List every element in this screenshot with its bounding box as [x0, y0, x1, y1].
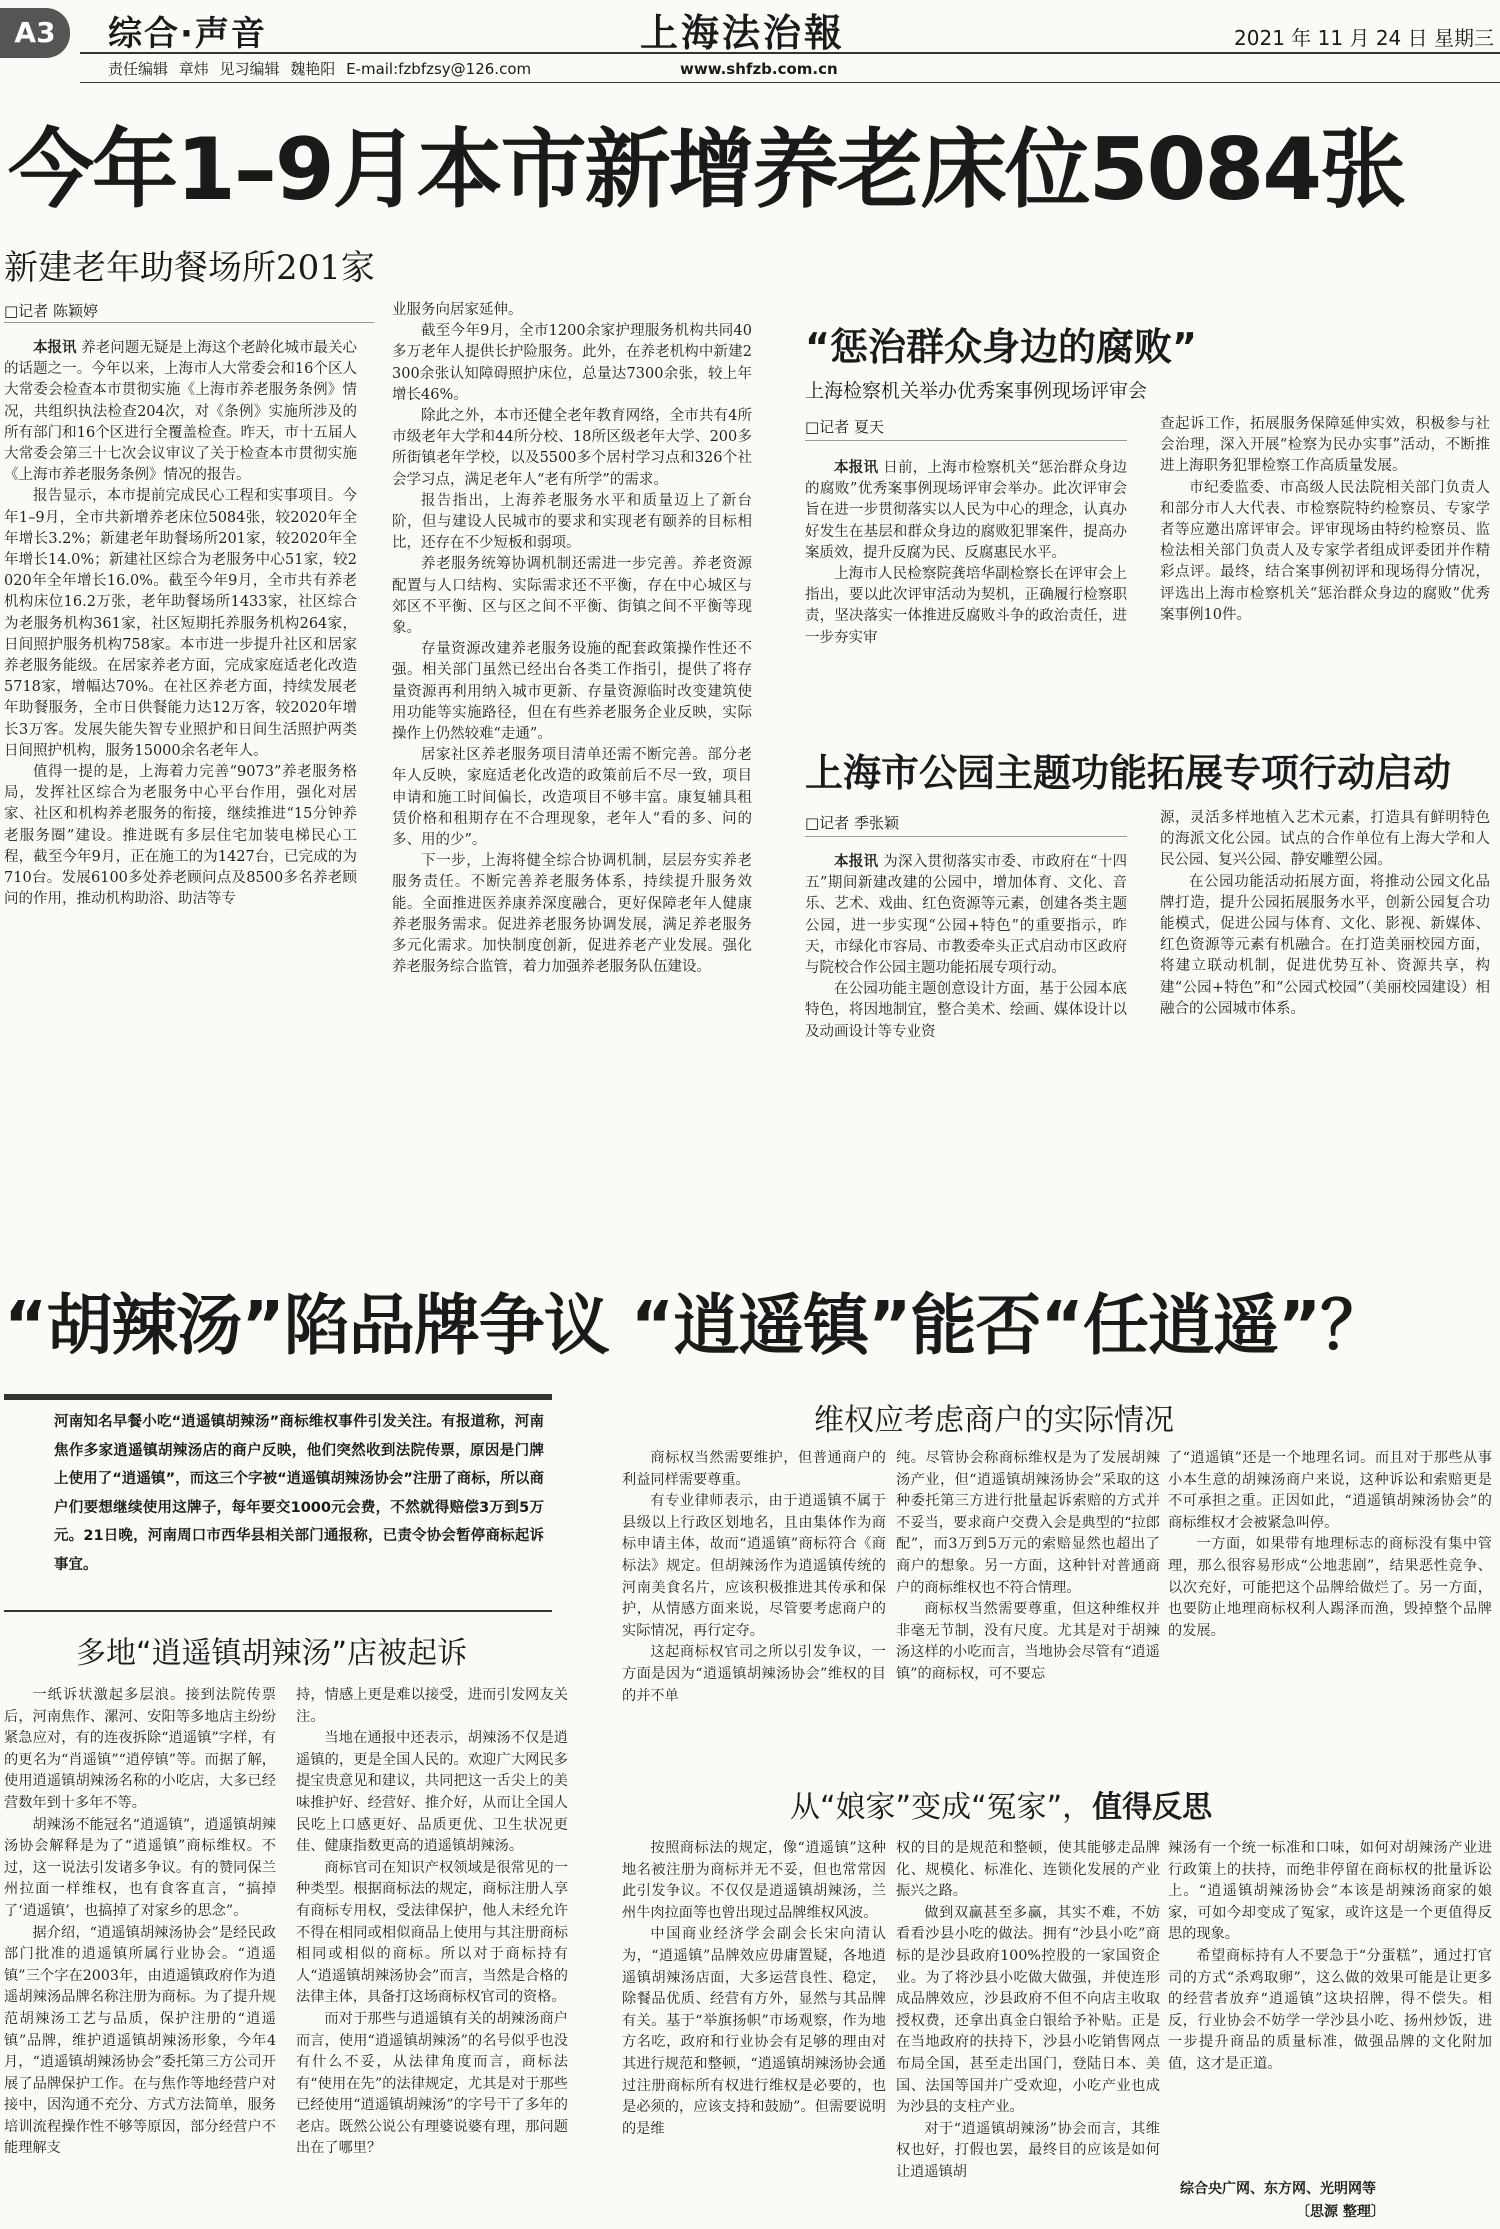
section3-column-3 [1168, 1838, 1492, 2178]
paragraph: 本报讯 为深入贯彻落实市委、市政府在“十四五”期间新建改建的公园中，增加体育、文化、音乐、艺术、戏曲、红色资源等元素，创建各类主题公园，进一步实现“公园+特色”的重要指示，昨天，市绿化市容局、市教委牵头正式启动市区政府与院校合作公园主题功能拓展专项行动。 [805, 854, 1127, 977]
paragraph: 查起诉工作，拓展服务保障延伸实效，积极参与社会治理，深入开展“检察为民办实事”活动，不断推进上海职务犯罪检察工作高质量发展。 [1160, 416, 1490, 475]
byline-article2: □记者 夏天 [805, 418, 884, 436]
paragraph: 希望商标持有人不要急于“分蛋糕”，通过打官司的方式“杀鸡取卵”，这么做的效果可能是让更多的经营者放弃“逍遥镇”这块招牌，得不偿失。相反，行业协会不妨学一学沙县小吃、扬州炒饭，进一步提升商品的质量标准，做强品牌的文化附加值，这才是正道。 [1168, 1947, 1492, 2072]
paragraph: 按照商标法的规定，像“逍遥镇”这种地名被注册为商标并无不妥，但也常常因此引发争议。不仅仅是逍遥镇胡辣汤，兰州牛肉拉面等也曾出现过品牌维权风波。 [622, 1840, 886, 1921]
paragraph: 做到双赢甚至多赢，其实不难，不妨看看沙县小吃的做法。拥有“沙县小吃”商标的是沙县政府100%控股的一家国资企业。为了将沙县小吃做大做强，并使连形成品牌效应，沙县政府不但不向店主收取授权费，还拿出真金白银给予补贴。正是在当地政府的扶持下，沙县小吃销售网点布局全国，甚至走出国门，登陆日本、美国、法国等国并广受欢迎，小吃产业也成为沙县的支柱产业。 [896, 1904, 1160, 2116]
paragraph: 一方面，如果带有地理标志的商标没有集中管理，那么很容易形成“公地悲剧”，结果恶性竞争、以次充好，可能把这个品牌给做烂了。另一方面，也要防止地理商标权利人踢泽而渔，毁掉整个品牌的发展。 [1168, 1536, 1492, 1639]
paragraph: 上海市人民检察院龚培华副检察长在评审会上指出，要以此次评审活动为契机，正确履行检察职责，坚决落实一体推进反腐败斗争的政治责任，进一步夯实审 [805, 566, 1127, 646]
paragraph: 报告显示，本市提前完成民心工程和实事项目。今年1–9月，全市共新增养老床位5084张，较2020年全年增长3.2%；新建老年助餐场所201家，较2020年全年增长14.0%；新建社区综合为老服务中心51家，较2020年全年增长16.0%。截至今年9月，全市共有养老机构床位16.2万张，老年助餐场所1433家，社区综合为老服务机构361家，社区短期托养服务机构264家，日间照护服务机构758家。本市进一步提升社区和居家养老服务能级。在居家养老方面，完成家庭适老化改造5718家，增幅达70%。在社区养老方面，持续发展老年助餐服务，全市日供餐能力达12万客，较2020年增长3万客。发展失能失智专业照护和日间生活照护两类日间照护机构，服务15000余名老年人。 [4, 488, 357, 759]
paragraph: 商标官司在知识产权领域是很常见的一种类型。根据商标法的规定，商标注册人享有商标专用权，受法律保护，他人未经允许不得在相同或相似商品上使用与其注册商标相同或相似的商标。所以对于商标持有人“逍遥镇胡辣汤协会”而言，当然是合格的法律主体，具备打这场商标权官司的资格。 [296, 1859, 568, 2006]
section3-title-part1: 从“娘家”变成“冤家”， [790, 1790, 1093, 1825]
paragraph: 这起商标权官司之所以引发争议，一方面是因为“逍遥镇胡辣汤协会”维权的目的并不单 [622, 1644, 886, 1704]
article2-subheadline: 上海检察机关举办优秀案事例现场评审会 [805, 380, 1148, 402]
paragraph: 在公园功能活动拓展方面，将推动公园文化品牌打造，提升公园拓展服务水平，创新公园复合功能模式，促进公园与体育、文化、影视、新媒体、红色资源等元素有机融合。在打造美丽校园方面，将建立联动机制，促进优势互补、资源共享，构建“公园+特色”和“公园式校园”（美丽校园建设）相融合的公园城市体系。 [1160, 873, 1490, 1017]
article1-column-2 [392, 300, 752, 1108]
byline-rule [805, 836, 1127, 837]
paragraph: 存量资源改建养老服务设施的配套政策操作性还不强。相关部门虽然已经出台各类工作指引，提供了将存量资源再利用纳入城市更新、存量资源临时改变建筑使用功能等实施路径，但在有些养老服务企业反映，实际操作上仍然较难“走通”。 [392, 641, 752, 743]
paragraph: 业服务向居家延伸。 [392, 302, 523, 318]
section2-title: 维权应考虑商户的实际情况 [814, 1403, 1174, 1438]
main-subheadline: 新建老年助餐场所201家 [4, 248, 375, 288]
paragraph: 商标权当然需要维护，但普通商户的利益同样需要尊重。 [622, 1450, 886, 1488]
paragraph: 在公园功能主题创意设计方面，基于公园本底特色，将因地制宜，整合美术、绘画、媒体设计以及动画设计等专业资 [805, 981, 1127, 1040]
paragraph: 当地在通报中还表示，胡辣汤不仅是逍遥镇的，更是全国人民的。欢迎广大网民多提宝贵意见和建议，共同把这一舌尖上的美味推护好、经营好、推介好，从而让全国人民吃上口感更好、品质更优、卫生状况更佳、健康指数更高的逍遥镇胡辣汤。 [296, 1730, 568, 1855]
article3-headline: 上海市公园主题功能拓展专项行动启动 [805, 751, 1452, 795]
paragraph: 一纸诉状激起多层浪。接到法院传票后，河南焦作、漯河、安阳等多地店主纷纷紧急应对，有的连夜拆除“逍遥镇”字样，有的更名为“肖遥镇”“逍停镇”等。而据了解，使用逍遥镇胡辣汤名称的小吃店，大多已经营数年到十多年不等。 [4, 1687, 276, 1811]
paragraph: 对于“逍遥镇胡辣汤”协会而言，其维权也好，打假也罢，最终目的应该是如何让逍遥镇胡 [896, 2120, 1160, 2180]
byline-article1: □记者 陈颖婷 [4, 302, 98, 320]
article2-headline: “惩治群众身边的腐败” [805, 325, 1197, 369]
section2-column-2 [896, 1448, 1160, 1728]
section1-title: 多地“逍遥镇胡辣汤”店被起诉 [76, 1636, 468, 1671]
byline-article3: □记者 季张颖 [805, 814, 899, 832]
paragraph: 有专业律师表示，由于逍遥镇不属于县级以上行政区划地名，且由集体作为商标申请主体，故而“逍遥镇”商标符合《商标法》规定。但胡辣汤作为逍遥镇传统的河南美食名片，应该积极推进其传承和保护，从情感方面来说，尽管要考虑商户的实际情况，再行定夺。 [622, 1493, 886, 1639]
section3-column-2 [896, 1838, 1160, 2228]
byline-rule [4, 322, 374, 323]
paragraph: 中国商业经济学会副会长宋向清认为，“逍遥镇”品牌效应毋庸置疑，各地逍遥镇胡辣汤店面，大多运营良性、稳定，除餐品优质、经营有方外，显然与其品牌有关。基于“举旗扬帜”市场观察，作为地方名吃，政府和行业协会有足够的理由对其进行规范和整顿，“逍遥镇胡辣汤协会通过注册商标所有权进行维权是必要的，也是必须的，应该支持和鼓励”。但需要说明的是维 [622, 1926, 886, 2137]
editors-line: 责任编辑 章炜 见习编辑 魏艳阳 E-mail:fzbfzsy@126.com [108, 60, 532, 78]
paragraph: 商标权当然需要尊重，但这种维权并非毫无节制，没有尺度。尤其是对于胡辣汤这样的小吃而言，当地协会尽管有“逍遥镇”的商标权，可不要忘 [896, 1601, 1160, 1682]
paragraph: 纯。尽管协会称商标维权是为了发展胡辣汤产业，但“逍遥镇胡辣汤协会”采取的这种委托第三方进行批量起诉索赔的方式并不妥当，要求商户交费入会是典型的“拉郎配”，而3万到5万元的索赔显然也超出了商户的想象。另一方面，这种针对普通商户的商标维权也不符合情理。 [896, 1450, 1160, 1596]
paragraph: 据介绍，“逍遥镇胡辣汤协会”是经民政部门批准的逍遥镇所属行业协会。“逍遥镇”三个字在2003年，由逍遥镇政府作为逍遥胡辣汤品牌名称注册为商标。为了提升规范胡辣汤工艺与品质，保护注册的“逍遥镇”品牌，维护逍遥镇胡辣汤形象，今年4月，“逍遥镇胡辣汤协会”委托第三方公司开展了品牌保护工作。在与焦作等地经营户对接中，因沟通不充分、方式方法简单，服务培训流程操作性不够等原因，部分经营户不能理解支 [4, 1924, 276, 2157]
second-headline: “胡辣汤”陷品牌争议 “逍遥镇”能否“任逍遥”？ [4, 1287, 1386, 1364]
page-badge: A3 [0, 8, 70, 58]
section3-title [790, 1782, 1212, 1826]
issue-date: 2021 年 11 月 24 日 星期三 [1234, 26, 1494, 50]
paragraph: 持，情感上更是难以接受，进而引发网友关注。 [296, 1687, 568, 1725]
article3-column-1 [805, 852, 1127, 1108]
paragraph: 源，灵活多样地植入艺术元素，打造具有鲜明特色的海派文化公园。试点的合作单位有上海大学和人民公园、复兴公园、静安雕塑公园。 [1160, 810, 1490, 869]
newspaper-name: 上海法治報 [640, 10, 846, 55]
masthead-rule-bottom [80, 82, 1500, 83]
article1-column-1 [4, 338, 357, 1108]
main-headline: 今年1–9月本市新增养老床位5084张 [8, 120, 1405, 220]
article2-column-1 [805, 458, 1127, 698]
section1-column-1 [4, 1685, 276, 2225]
article2-column-2 [1160, 414, 1490, 698]
paragraph: 胡辣汤不能冠名“逍遥镇”，逍遥镇胡辣汤协会解释是为了“逍遥镇”商标维权。不过，这一说法引发诸多争议。有的赞同保兰州拉面一样维权，也有食客直言，“搞掉了‘逍遥镇’，也搞掉了对家乡的思念”。 [4, 1816, 276, 1919]
section3-column-1 [622, 1838, 886, 2228]
section2-column-3 [1168, 1448, 1492, 1728]
paragraph: 截至今年9月，全市1200余家护理服务机构共同40多万老年人提供长护险服务。此外，在养老机构中新建2300余张认知障碍照护床位，总量达7300余张，较上年增长46%。 [392, 323, 752, 403]
article3-column-2 [1160, 808, 1490, 1108]
paragraph: 市纪委监委、市高级人民法院相关部门负责人和部分市人大代表、市检察院特约检察员、专家学者等应邀出席评审会。评审现场由特约检察员、监检法相关部门负责人及专家学者组成评委团并作精彩点评。最终，结合案事例初评和现场得分情况，评选出上海市检察机关“惩治群众身边的腐败”优秀案事例10件。 [1160, 479, 1490, 623]
editor-credit: 〔思源 整理〕 [1296, 2204, 1385, 2220]
section2-column-1 [622, 1448, 886, 1728]
source-credit: 综合央广网、东方网、光明网等 [1180, 2181, 1376, 2197]
paragraph: 养老服务统筹协调机制还需进一步完善。养老资源配置与人口结构、实际需求还不平衡，存在中心城区与郊区不平衡、区与区之间不平衡、街镇之间不平衡等现象。 [392, 556, 752, 637]
paragraph: 了“逍遥镇”还是一个地理名词。而且对于那些从事小本生意的胡辣汤商户来说，这种诉讼和索赔更是不可承担之重。正因如此，“逍遥镇胡辣汤协会”的商标维权才会被紧急叫停。 [1168, 1450, 1492, 1531]
paragraph: 辣汤有一个统一标准和口味，如何对胡辣汤产业进行政策上的扶持，而绝非停留在商标权的批量诉讼上。“逍遥镇胡辣汤协会”本该是胡辣汤商家的娘家，可如今却变成了冤家，或许这是一个更值得反思的现象。 [1168, 1840, 1492, 1943]
paragraph: 权的目的是规范和整顿，使其能够走品牌化、规模化、标准化、连锁化发展的产业振兴之路。 [896, 1840, 1160, 1900]
lead-text: 河南知名早餐小吃“逍遥镇胡辣汤”商标维权事件引发关注。有报道称，河南焦作多家逍遥镇胡辣汤店的商户反映，他们突然收到法院传票，原因是门牌上使用了“逍遥镇”，而这三个字被“逍遥镇胡辣汤协会”注册了商标，所以商户们要想继续使用这牌子，每年要交1000元会费，不然就得赔偿3万到5万元。21日晚，河南周口市西华县相关部门通报称，已责令协会暂停商标起诉事宜。 [54, 1414, 544, 1573]
paragraph: 而对于那些与逍遥镇有关的胡辣汤商户而言，使用“逍遥镇胡辣汤”的名号似乎也没有什么不妥，从法律角度而言，商标法有“使用在先”的法律规定，尤其是对于那些已经使用“逍遥镇胡辣汤”的字号干了多年的老店。既然公说公有理婆说婆有理，那问题出在了哪里？ [296, 2010, 568, 2157]
paragraph: 下一步，上海将健全综合协调机制，层层夯实养老服务责任。不断完善养老服务体系，持续提升服务效能。全面推进医养康养深度融合，更好保障老年人健康养老服务需求。促进养老服务协调发展，满足养老服务多元化需求。加快制度创新，促进养老产业发展。强化养老服务综合监管，着力加强养老服务队伍建设。 [392, 853, 752, 976]
paragraph: 居家社区养老服务项目清单还需不断完善。部分老年人反映，家庭适老化改造的政策前后不尽一致，项目申请和施工时间偏长，改造项目不够丰富。康复辅具租赁价格和租期存在不合理现象，老年人“看的多、问的多、用的少”。 [392, 747, 752, 849]
lead-box [4, 1394, 552, 1612]
masthead-rule [80, 52, 1500, 54]
section1-column-2 [296, 1685, 568, 2225]
paragraph: 除此之外，本市还健全老年教育网络，全市共有4所市级老年大学和44所分校、18所区级老年大学、200多所街镇老年学校，以及5500多个居村学习点和326个社会学习点，满足老年人“老有所学”的需求。 [392, 408, 752, 488]
section3-title-part2: 值得反思 [1092, 1790, 1213, 1825]
section-name: 综合·声音 [108, 14, 267, 54]
paragraph: 值得一提的是，上海着力完善“9073”养老服务格局，发挥社区综合为老服务中心平台作用，强化对居家、社区和机构养老服务的衔接，继续推进“15分钟养老服务圈”建设。推进既有多层住宅加装电梯民心工程，截至今年9月，正在施工的为1427台，已完成的为710台。发展6100多处养老顾问点及8500多名养老顾问的作用，推动机构助浴、助洁等专 [4, 764, 357, 908]
website-link[interactable]: www.shfzb.com.cn [680, 60, 838, 78]
paragraph: 报告指出，上海养老服务水平和质量迈上了新台阶，但与建设人民城市的要求和实现老有颐养的目标相比，还存在不少短板和弱项。 [392, 492, 752, 552]
byline-rule [805, 440, 1127, 441]
paragraph: 本报讯 养老问题无疑是上海这个老龄化城市最关心的话题之一。今年以来，上海市人大常委会和16个区人大常委会检查本市贯彻实施《上海市养老服务条例》情况，共组织执法检查204次，对《条例》实施所涉及的所有部门和16个区进行全覆盖检查。昨天，市十五届人大常委会第三十七次会议审议了关于检查本市贯彻实施《上海市养老服务条例》情况的报告。 [4, 340, 357, 484]
paragraph: 本报讯 日前，上海市检察机关“惩治群众身边的腐败”优秀案事例现场评审会举办。此次评审会旨在进一步贯彻落实以人民为中心的理念，认真办好发生在基层和群众身边的腐败犯罪案件，提高办案质效，提升反腐为民、反腐惠民水平。 [805, 460, 1127, 561]
